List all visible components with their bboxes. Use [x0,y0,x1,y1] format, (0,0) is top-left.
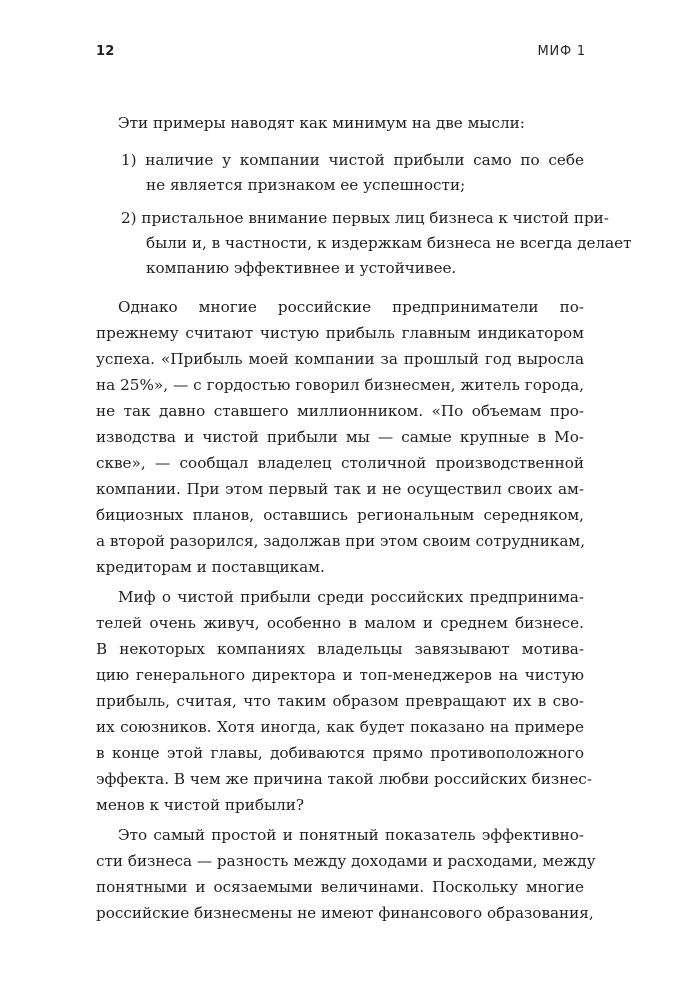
paragraph-line: менов к чистой прибыли? [96,796,305,814]
paragraph-line: Однако многие российские предприниматели по- [118,298,584,316]
list-line: 1) наличие у компании чистой прибыли само по себе [121,151,584,169]
paragraph-line: эффекта. В чем же причина такой любви российских бизнес- [96,770,592,788]
intro-line: Эти примеры наводят как минимум на две мысли: [118,114,525,132]
paragraph-line: не так давно ставшего миллионником. «По объемам про- [96,402,584,420]
paragraph-line: прежнему считают чистую прибыль главным индикатором [96,324,584,342]
paragraph-line: сти бизнеса — разность между доходами и расходами, между [96,852,596,870]
list-line: компанию эффективнее и устойчивее. [146,259,457,277]
paragraph-line: телей очень живуч, особенно в малом и среднем бизнесе. [96,614,584,632]
paragraph-line: кредиторам и поставщикам. [96,558,325,576]
paragraph-line: их союзников. Хотя иногда, как будет показано на примере [96,718,584,736]
paragraph-line: изводства и чистой прибыли мы — самые крупные в Мо- [96,428,584,446]
paragraph-line: компании. При этом первый так и не осуществил своих ам- [96,480,584,498]
paragraph-line: скве», — сообщал владелец столичной производственной [96,454,584,472]
paragraph-line: бициозных планов, оставшись региональным середняком, [96,506,584,524]
paragraph-line: на 25%», — с гордостью говорил бизнесмен, житель города, [96,376,584,394]
list-line: 2) пристальное внимание первых лиц бизнеса к чистой при- [121,209,609,227]
paragraph-line: в конце этой главы, добиваются прямо противоположного [96,744,584,762]
paragraph-line: прибыль, считая, что таким образом превращают их в сво- [96,692,584,710]
list-line: были и, в частности, к издержкам бизнеса не всегда делает [146,234,632,252]
paragraph-line: понятными и осязаемыми величинами. Поскольку многие [96,878,584,896]
paragraph-line: цию генерального директора и топ-менеджеров на чистую [96,666,584,684]
paragraph-line: успеха. «Прибыль моей компании за прошлый год выросла [96,350,584,368]
paragraph-line: Миф о чистой прибыли среди российских предпринима- [118,588,584,606]
running-head: МИФ 1 [537,44,586,59]
list-line: не является признаком ее успешности; [146,176,466,194]
page-number: 12 [96,44,115,59]
paragraph-line: В некоторых компаниях владельцы завязывают мотива- [96,640,584,658]
paragraph-line: а второй разорился, задолжав при этом своим сотрудникам, [96,532,586,550]
paragraph-line: российские бизнесмены не имеют финансового образования, [96,904,594,922]
paragraph-line: Это самый простой и понятный показатель эффективно- [118,826,584,844]
